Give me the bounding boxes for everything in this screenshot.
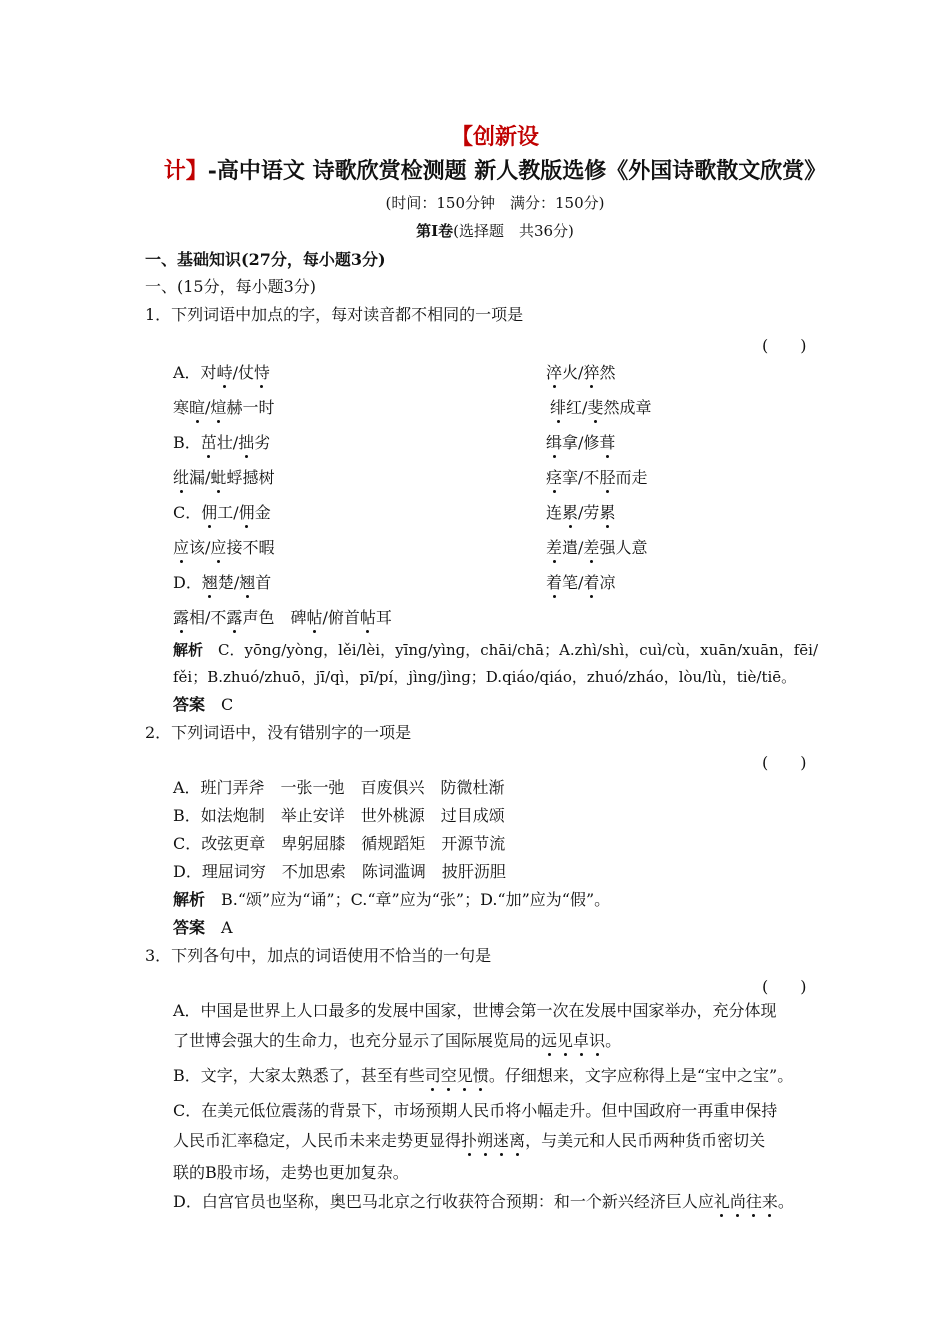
volume-info: (选择题 共36分): [453, 222, 574, 240]
text: 劣: [254, 433, 271, 452]
question-2-stem: 2．下列词语中，没有错别字的一项是: [145, 723, 412, 742]
q1-option-a-right: [546, 360, 615, 383]
dotted-char: 累: [562, 503, 579, 522]
analysis-label: 解析: [173, 641, 204, 659]
q1-option-b2-left: [173, 465, 274, 488]
dotted-char: 见: [557, 1031, 574, 1050]
text: 相/不: [189, 608, 227, 627]
answer-bracket-2: ( ): [762, 753, 807, 772]
text: 了世博会强大的生命力，也充分显示了国际展览局的: [173, 1031, 542, 1050]
dotted-char: 远: [541, 1031, 558, 1050]
dotted-char: 葺: [599, 433, 616, 452]
dotted-phrase: [541, 1031, 605, 1050]
text: 火/: [562, 363, 584, 382]
q1-option-a-left: [173, 360, 270, 383]
dotted-char: 着: [583, 573, 600, 592]
dotted-char: 卓: [573, 1031, 590, 1050]
dotted-char: 朔: [477, 1131, 494, 1150]
volume-heading: [120, 220, 870, 241]
q3-option-a-line-1: A．中国是世界上人口最多的发展中国家，世博会第一次在发展中国家举办，充分体现: [173, 1001, 777, 1020]
dotted-char: 猝: [583, 363, 600, 382]
answer-value: A: [221, 918, 233, 937]
text: 笔/: [562, 573, 584, 592]
text: 工/: [217, 503, 239, 522]
q1-option-a2-left: [173, 395, 274, 418]
dotted-char: 翘: [239, 573, 256, 592]
dotted-char: 识: [589, 1031, 606, 1050]
text: 强人意: [599, 538, 648, 557]
text: 凉: [599, 573, 616, 592]
dotted-char: 露: [173, 608, 190, 627]
q2-answer: [173, 918, 233, 938]
q1-option-b-left: [173, 430, 270, 453]
text: 耳: [375, 608, 392, 627]
dotted-char: 绯: [550, 398, 567, 417]
text: 红/: [566, 398, 588, 417]
q3-option-a-line-2: [173, 1031, 621, 1051]
dotted-char: 累: [599, 503, 616, 522]
q2-option-c: C．改弦更章 卑躬屈膝 循规蹈矩 开源节流: [173, 834, 506, 853]
text: ，与美元和人民币两种货币密切关: [525, 1131, 766, 1150]
dotted-char: 惯: [472, 1066, 489, 1085]
dotted-char: 佣: [238, 503, 255, 522]
text: 赫一时: [226, 398, 275, 417]
dotted-char: 帖: [359, 608, 376, 627]
q1-option-d-left: [173, 570, 271, 593]
text: 然成章: [603, 398, 652, 417]
dotted-char: 应: [210, 538, 227, 557]
text: /俯首: [322, 608, 360, 627]
q1-option-c-left: [173, 500, 271, 523]
q2-option-d: D．理屈词穷 不加思索 陈词滥调 披肝沥胆: [173, 862, 506, 881]
dotted-char: 拙: [238, 433, 255, 452]
dotted-phrase: [714, 1192, 778, 1211]
question-1-stem: 1．下列词语中加点的字，每对读音都不相同的一项是: [145, 305, 524, 324]
dotted-char: 纰: [173, 468, 190, 487]
text: 漏/: [189, 468, 211, 487]
text: D．: [173, 573, 202, 592]
q3-option-c-line-3: 联的B股市场，走势也更加复杂。: [173, 1163, 409, 1182]
volume-label: 第Ⅰ卷: [416, 222, 454, 240]
text: 遣/: [562, 538, 584, 557]
title-text: -高中语文 诗歌欣赏检测题 新人教版选修《外国诗歌散文欣赏》: [207, 158, 827, 184]
text: 金: [254, 503, 271, 522]
dotted-char: 见: [456, 1066, 473, 1085]
dotted-char: 差: [546, 538, 563, 557]
q1-option-d-right: [546, 570, 615, 593]
question-3-stem: 3．下列各句中，加点的词语使用不恰当的一句是: [145, 946, 492, 965]
text: 。仔细想来，文字应称得上是“宝中之宝”。: [488, 1066, 794, 1085]
title-prefix: 【创新设计】: [163, 124, 539, 184]
q1-option-d2: [173, 605, 392, 628]
q1-option-b2-right: [546, 465, 647, 488]
dotted-char: 扑: [461, 1131, 478, 1150]
section-heading-1: 一、基础知识(27分，每小题3分): [145, 250, 386, 269]
text: A．对: [173, 363, 217, 382]
q1-analysis-line-1: [173, 640, 818, 660]
dotted-char: 痉: [546, 468, 563, 487]
dotted-char: 空: [440, 1066, 457, 1085]
time-info: (时间：150分钟 满分：150分): [385, 194, 605, 212]
q1-option-c2-right: [546, 535, 647, 558]
text: 人民币汇率稳定，人民币未来走势更显得: [173, 1131, 462, 1150]
text: 寒: [173, 398, 190, 417]
text: 首: [255, 573, 272, 592]
answer-value: C: [221, 695, 234, 714]
text: B．文字，大家太熟悉了，甚至有些: [173, 1066, 425, 1085]
text: 拿/修: [562, 433, 600, 452]
q2-option-a: A．班门弄斧 一张一弛 百废俱兴 防微杜渐: [173, 778, 505, 797]
q1-option-c-right: [546, 500, 615, 523]
text: 。: [605, 1031, 622, 1050]
dotted-phrase: [425, 1066, 489, 1085]
dotted-char: 峙: [216, 363, 233, 382]
text: 挛/不: [562, 468, 600, 487]
dotted-char: 帖: [306, 608, 323, 627]
section-heading-1b: 一、(15分，每小题3分): [145, 277, 317, 296]
q2-option-b: B．如法炮制 举止安详 世外桃源 过目成颂: [173, 806, 505, 825]
text: /: [205, 398, 211, 417]
text: C．: [173, 503, 202, 522]
dotted-char: 恃: [253, 363, 270, 382]
q1-option-c2-left: [173, 535, 274, 558]
q1-option-a2-right: [550, 395, 651, 418]
dotted-char: 胫: [599, 468, 616, 487]
dotted-char: 煊: [210, 398, 227, 417]
text: 连: [546, 503, 563, 522]
analysis-label: 解析: [173, 890, 206, 909]
dotted-char: 佣: [201, 503, 218, 522]
q3-option-c-line-2: [173, 1131, 765, 1151]
dotted-char: 往: [745, 1192, 762, 1211]
dotted-char: 露: [226, 608, 243, 627]
q3-option-d: [173, 1192, 794, 1212]
analysis-text: B.“颂”应为“诵”；C.“章”应为“张”；D.“加”应为“假”。: [221, 890, 611, 909]
text: 该/: [189, 538, 211, 557]
page-title: [120, 120, 870, 188]
dotted-char: 离: [509, 1131, 526, 1150]
q1-answer: [173, 695, 233, 715]
dotted-char: 茁: [200, 433, 217, 452]
q1-analysis-line-2: fěi；B.zhuó/zhuō，jī/qì，pī/pí，jìnɡ/jìnɡ；D.qiáo/qiáo，zhuó/zháo，lòu/lù，tiè/tiē。: [173, 668, 797, 686]
q2-analysis: [173, 890, 610, 910]
dotted-char: 缉: [546, 433, 563, 452]
text: 然: [599, 363, 616, 382]
q1-option-b-right: [546, 430, 615, 453]
answer-label: 答案: [173, 918, 206, 937]
text: B．: [173, 433, 201, 452]
q3-option-c-line-1: C．在美元低位震荡的背景下，市场预期人民币将小幅走升。但中国政府一再重申保持: [173, 1101, 778, 1120]
dotted-char: 蚍: [210, 468, 227, 487]
dotted-char: 迷: [493, 1131, 510, 1150]
dotted-char: 礼: [713, 1192, 730, 1211]
q3-option-b: [173, 1066, 793, 1086]
dotted-char: 应: [173, 538, 190, 557]
answer-label: 答案: [173, 695, 206, 714]
text: D．白宫官员也坚称，奥巴马北京之行收获符合预期：和一个新兴经济巨人应: [173, 1192, 714, 1211]
dotted-char: 斐: [587, 398, 604, 417]
dotted-char: 着: [546, 573, 563, 592]
text: 接不暇: [226, 538, 275, 557]
answer-bracket-1: ( ): [762, 336, 807, 355]
text: 壮/: [216, 433, 239, 452]
text: 而走: [615, 468, 648, 487]
text: /劳: [578, 503, 600, 522]
dotted-char: 暄: [189, 398, 206, 417]
dotted-char: 尚: [729, 1192, 746, 1211]
text: 。: [777, 1192, 794, 1211]
dotted-phrase: [461, 1131, 525, 1150]
dotted-char: 翘: [201, 573, 218, 592]
dotted-char: 差: [583, 538, 600, 557]
dotted-char: 淬: [546, 363, 563, 382]
text: 蜉撼树: [226, 468, 275, 487]
dotted-char: 来: [761, 1192, 778, 1211]
text: /仗: [232, 363, 254, 382]
dotted-char: 司: [424, 1066, 441, 1085]
answer-bracket-3: ( ): [762, 977, 807, 996]
text: 声色 碑: [242, 608, 307, 627]
analysis-text: C．yōnɡ/yònɡ，lěi/lèi，yīnɡ/yìnɡ，chāi/chā；A.zhì/shì，cuì/cù，xuān/xuān，fēi/: [218, 641, 819, 659]
text: 楚/: [217, 573, 240, 592]
